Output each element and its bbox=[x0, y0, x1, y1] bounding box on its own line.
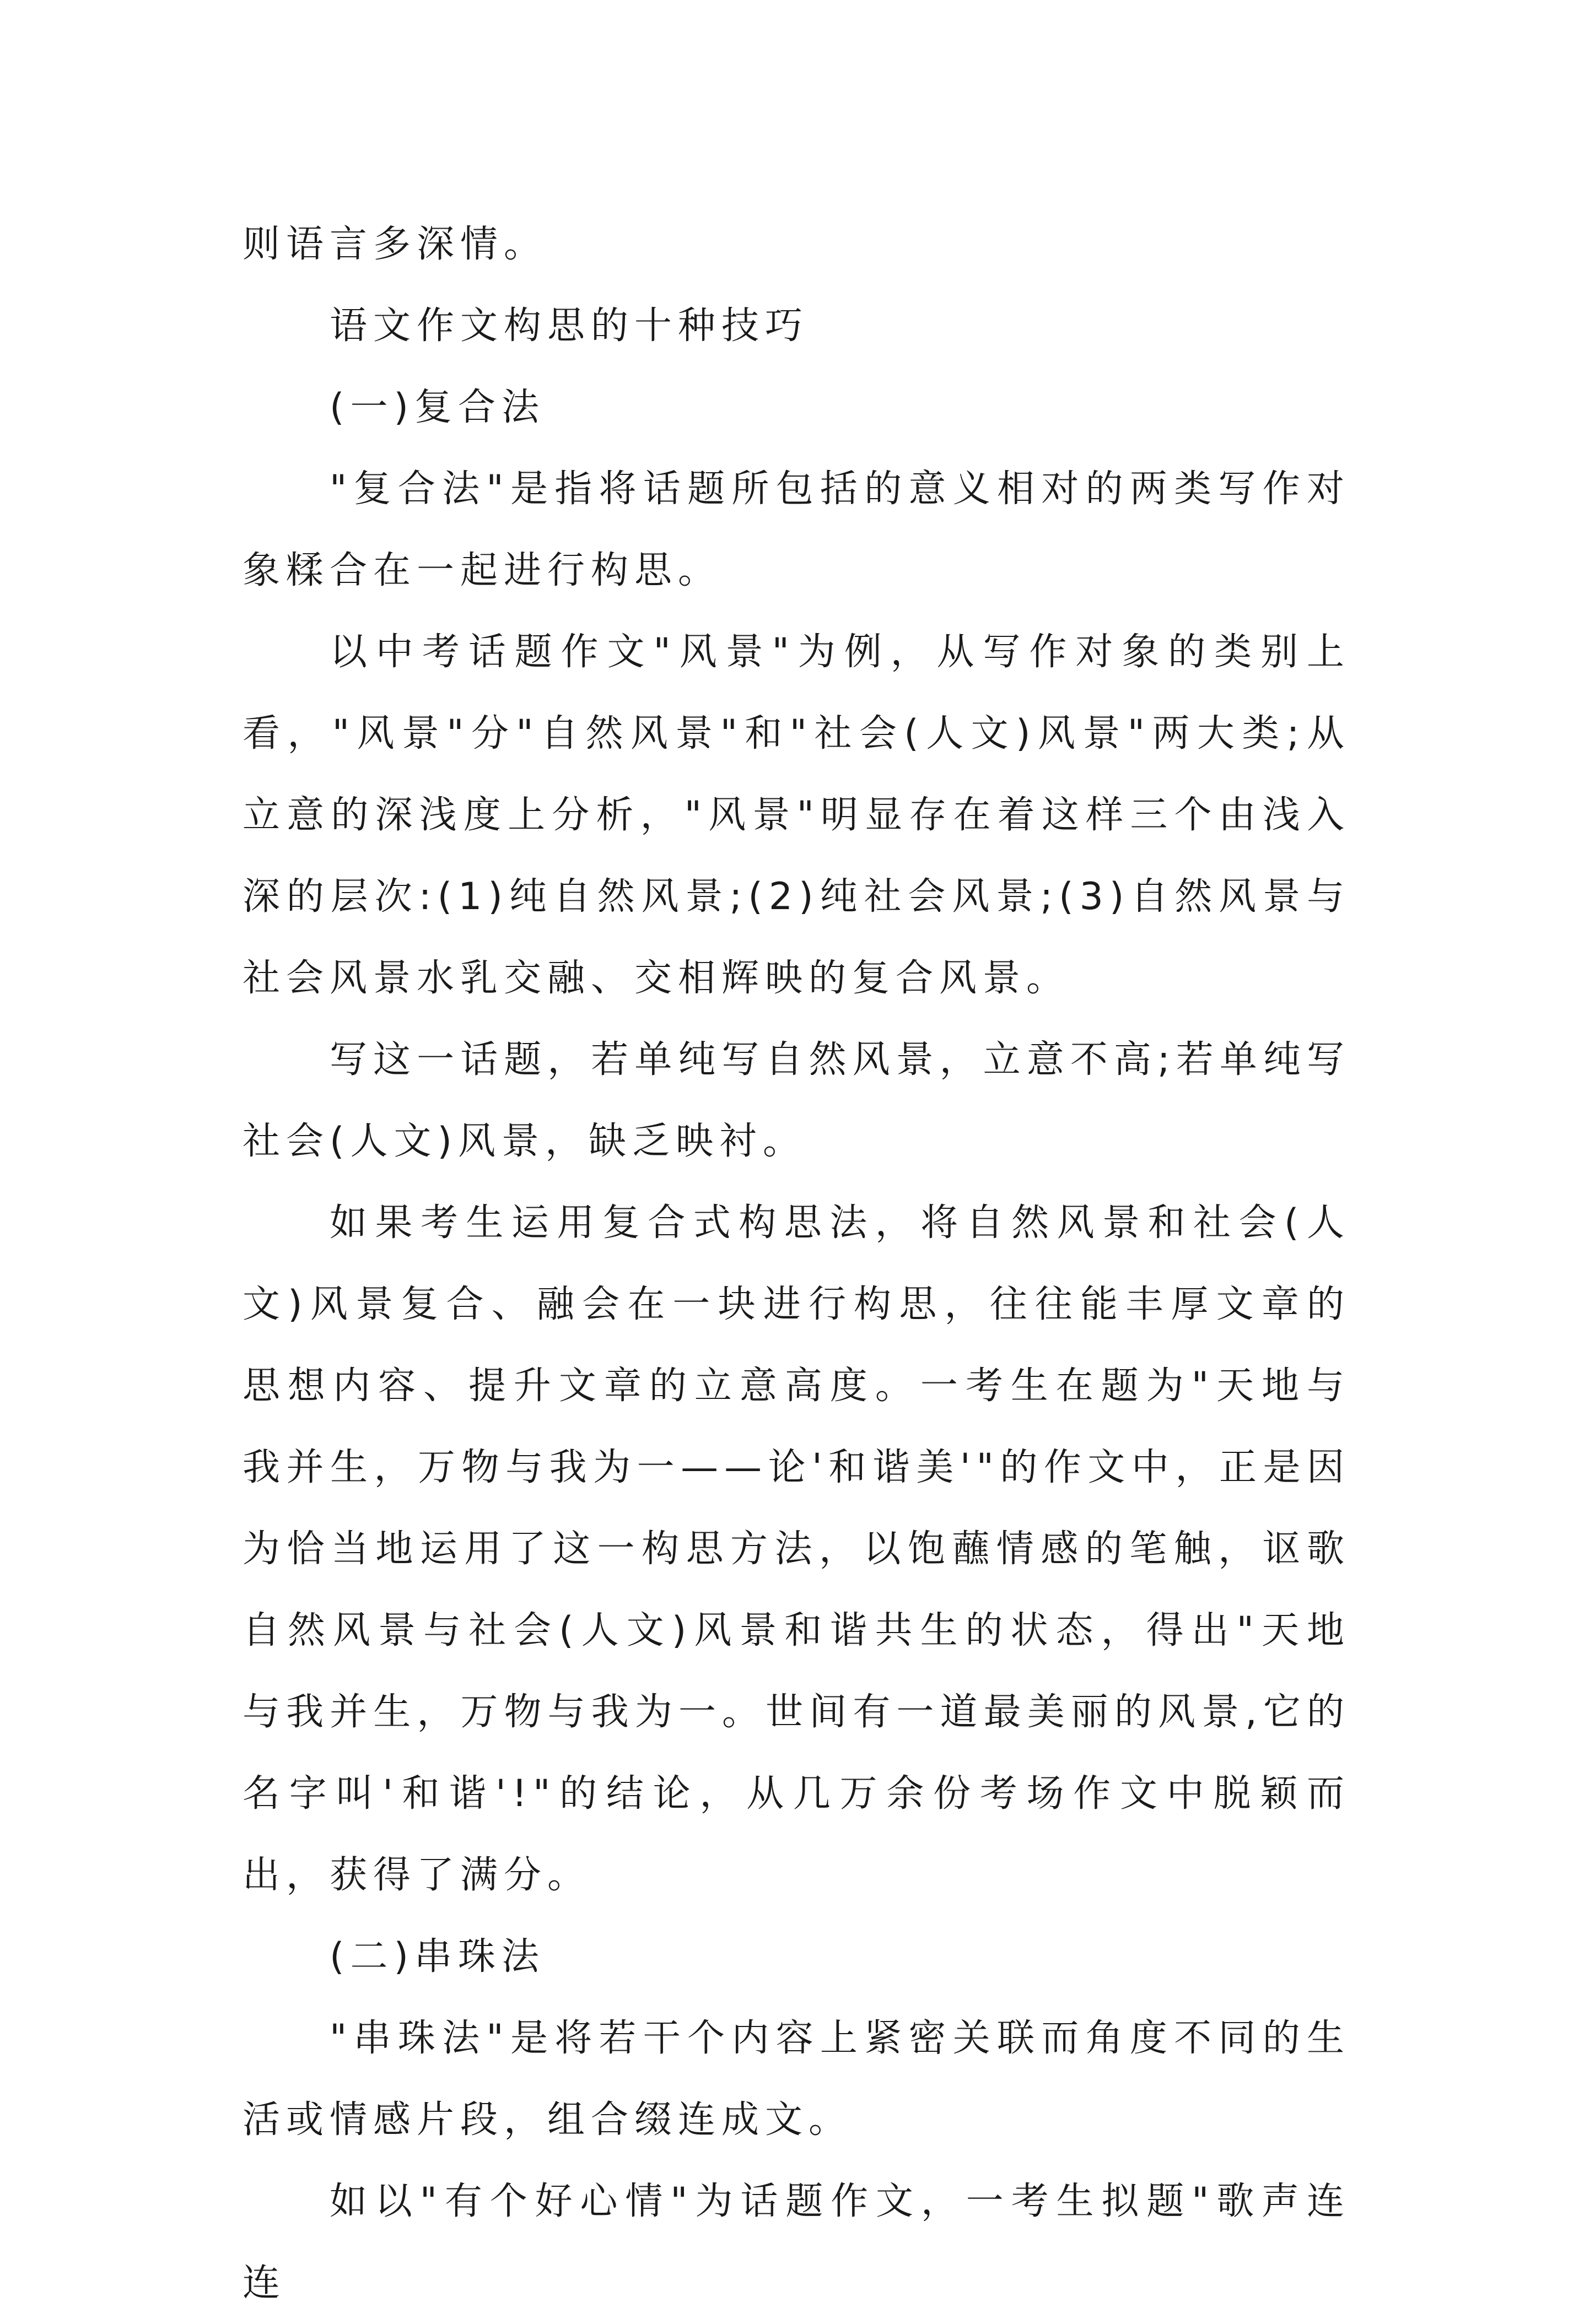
paragraph: 则语言多深情。 bbox=[243, 223, 548, 266]
paragraph: 写这一话题，若单纯写自然风景，立意不高;若单纯写社会(人文)风景，缺乏映衬。 bbox=[243, 1038, 1350, 1163]
subsection-heading: (二)串珠法 bbox=[330, 1935, 546, 1979]
paragraph: 如果考生运用复合式构思法，将自然风景和社会(人文)风景复合、融会在一块进行构思，往往能丰厚文章的思想内容、提升文章的立意高度。一考生在题为"天地与我并生，万物与我为一——论'和谐美'"的作文中，正是因为恰当地运用了这一构思方法，以饱蘸情感的笔触，讴歌自然风景与社会(人文)风景和谐共生的状态，得出"天地与我并生，万物与我为一。世间有一道最美丽的风景,它的名字叫'和谐'!"的结论，从几万余份考场作文中脱颖而出，获得了满分。 bbox=[243, 1201, 1350, 1897]
paragraph: "复合法"是指将话题所包括的意义相对的两类写作对象糅合在一起进行构思。 bbox=[243, 467, 1350, 592]
subsection-heading: (一)复合法 bbox=[330, 386, 546, 429]
section-heading: 语文作文构思的十种技巧 bbox=[330, 304, 809, 348]
document-body bbox=[243, 204, 1350, 2324]
paragraph: 如以"有个好心情"为话题作文，一考生拟题"歌声连连 bbox=[243, 2180, 1350, 2305]
paragraph: 以中考话题作文"风景"为例，从写作对象的类别上看，"风景"分"自然风景"和"社会(人文)风景"两大类;从立意的深浅度上分析，"风景"明显存在着这样三个由浅入深的层次:(1)纯自然风景;(2)纯社会风景;(3)自然风景与社会风景水乳交融、交相辉映的复合风景。 bbox=[243, 630, 1350, 1000]
paragraph: "串珠法"是将若干个内容上紧密关联而角度不同的生活或情感片段，组合缀连成文。 bbox=[243, 2017, 1350, 2142]
